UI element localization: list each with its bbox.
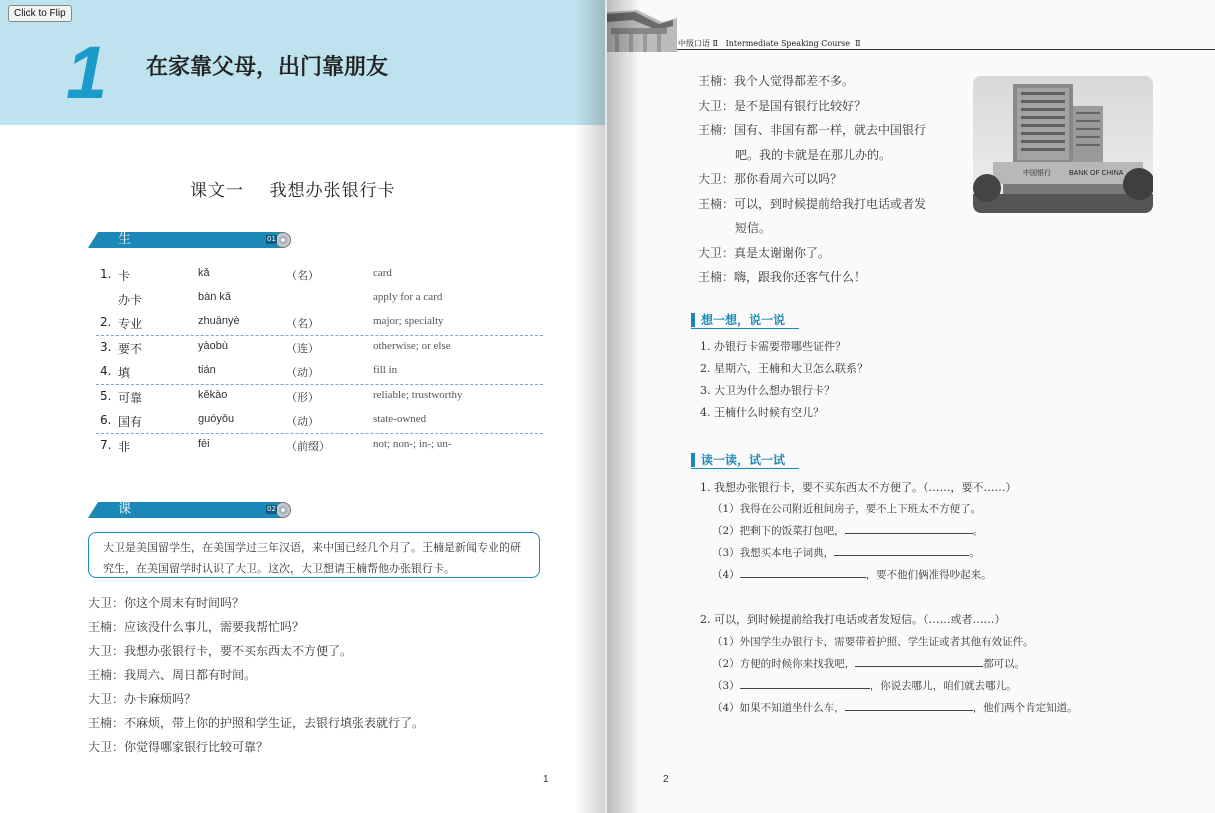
exercise-item-ending: ，你说去哪儿，咱们就去哪儿。 (869, 680, 1017, 692)
vocab-number: 2. (100, 315, 112, 329)
dialogue-right (698, 72, 968, 293)
speaker-name: 王楠： (88, 668, 125, 682)
vocab-pinyin: kěkào (198, 389, 228, 401)
vocab-list (96, 263, 543, 458)
vocab-english: major; specialty (373, 315, 444, 327)
fill-in-blank[interactable] (845, 700, 973, 711)
exercise-item-text: （1）外国学生办银行卡，需要带着护照、学生证或者其他有效证件。 (712, 636, 1034, 648)
exercise-item (712, 634, 1034, 649)
dialogue-text: 我想办张银行卡，要不买东西太不方便了。 (124, 644, 353, 658)
exercise-item-text: （2）方便的时候你来找我吧， (712, 658, 856, 670)
audio-track-number: 02 (267, 505, 276, 513)
vocab-pinyin: zhuānyè (198, 315, 240, 327)
speaker-name: 王楠： (698, 123, 735, 137)
dialogue-text: 短信。 (735, 221, 772, 235)
dialogue-line (698, 244, 968, 269)
vocab-hanzi: 可靠 (118, 391, 143, 405)
vocab-hanzi: 填 (118, 366, 131, 380)
text-section-label: 课文 (118, 502, 138, 533)
vocab-english: fill in (373, 364, 398, 376)
speaker-name: 王楠： (698, 270, 735, 284)
chapter-title: 在家靠父母，出门靠朋友 (146, 55, 389, 80)
fill-in-blank[interactable] (855, 656, 983, 667)
lesson-intro-box: 大卫是美国留学生，在美国学过三年汉语，来中国已经几个月了。王楠是新闻专业的研究生，在美国留学时认识了大卫。这次，大卫想请王楠帮他办张银行卡。 (88, 532, 540, 578)
speaker-name: 王楠： (698, 74, 735, 88)
discussion-question: 2. 星期六，王楠和大卫怎么联系？ (700, 362, 868, 375)
vocab-number: 6. (100, 413, 112, 427)
dialogue-line (698, 219, 968, 244)
dialogue-text: 吧。我的卡就是在那儿办的。 (735, 147, 892, 162)
vocab-section-label: 生词 (118, 232, 138, 263)
exercise-item (712, 678, 1017, 693)
exercise-item-text: （4）如果不知道坐什么车， (712, 702, 845, 714)
dialogue-text: 那你看周六可以吗？ (734, 172, 843, 186)
vocab-pinyin: fēi (198, 438, 210, 450)
dialogue-text: 办卡麻烦吗？ (124, 692, 197, 706)
speaker-name: 大卫： (88, 644, 125, 658)
think-question-list (700, 339, 868, 427)
speaker-name: 大卫： (88, 740, 125, 754)
vocab-row (96, 311, 543, 336)
vocab-part-of-speech: （连） (286, 342, 319, 355)
vocab-english: card (373, 267, 392, 279)
vocab-part-of-speech: （名） (286, 269, 319, 282)
dialogue-line (698, 97, 968, 122)
dialogue-text: 不麻烦，带上你的护照和学生证，去银行填张表就行了。 (124, 716, 425, 730)
vocab-english: not; non-; in-; un- (373, 438, 452, 450)
exercise-item-text: （3）我想买本电子词典， (712, 547, 835, 559)
header-rule (677, 49, 1215, 50)
dialogue-left (88, 594, 588, 762)
audio-track-number: 01 (267, 235, 276, 243)
think-section-title: 想一想，说一说 (701, 313, 786, 327)
vocab-number: 7. (100, 438, 112, 452)
flip-button[interactable]: Click to Flip (8, 5, 72, 22)
dialogue-line (88, 594, 588, 618)
exercise-1-prompt: 1. 我想办张银行卡，要不买东西太不方便了。（……，要不……） (700, 481, 1017, 494)
spine-shadow (575, 0, 605, 813)
fill-in-blank[interactable] (740, 678, 870, 689)
dialogue-line (88, 618, 588, 642)
fill-in-blank[interactable] (834, 545, 969, 556)
dialogue-text: 国有、非国有都一样，就去中国银行 (734, 123, 927, 137)
dialogue-line (88, 666, 588, 690)
exercise-item-text: （3） (712, 680, 740, 692)
exercise-item (712, 700, 1078, 715)
dialogue-text: 我周六、周日都有时间。 (124, 668, 257, 682)
vocab-row (96, 409, 543, 434)
dialogue-text: 可以，到时候提前给我打电话或者发 (734, 196, 927, 211)
dialogue-text: 我个人觉得都差不多。 (734, 74, 855, 88)
vocab-row (96, 336, 543, 360)
vocab-pinyin: bàn kǎ (198, 291, 232, 303)
vocab-number: 1. (100, 267, 112, 281)
dialogue-line (698, 170, 968, 195)
vocab-part-of-speech: （形） (286, 391, 319, 404)
exercise-2-prompt: 2. 可以，到时候提前给我打电话或者发短信。（……或者……） (700, 613, 1006, 626)
dialogue-text: 应该没什么事儿，需要我帮忙吗？ (124, 620, 305, 634)
dialogue-line (698, 146, 968, 171)
dialogue-text: 你这个周末有时间吗？ (124, 596, 245, 610)
dialogue-line (698, 121, 968, 146)
exercise-item (712, 523, 983, 538)
running-header: 中级口语 Ⅱ Intermediate Speaking Course Ⅱ (678, 39, 861, 48)
vocab-hanzi: 卡 (118, 269, 131, 283)
dialogue-line (88, 714, 588, 738)
bank-sign-english: BANK OF CHINA (1069, 170, 1124, 177)
speaker-name: 王楠： (88, 620, 125, 634)
vocab-row (96, 434, 543, 458)
vocab-number: 4. (100, 364, 112, 378)
vocab-pinyin: tián (198, 364, 216, 376)
exercise-item-ending: 。 (969, 547, 980, 559)
audio-disc-icon[interactable] (275, 232, 291, 248)
vocab-part-of-speech: （名） (286, 317, 319, 330)
vocab-hanzi: 国有 (118, 415, 143, 429)
discussion-question: 3. 大卫为什么想办银行卡？ (700, 384, 835, 397)
vocab-row (96, 263, 543, 287)
discussion-question: 1. 办银行卡需要带哪些证件？ (700, 340, 846, 353)
dialogue-line (698, 195, 968, 220)
bank-of-china-photo (973, 76, 1153, 213)
dialogue-line (88, 690, 588, 714)
speaker-name: 王楠： (88, 716, 125, 730)
dialogue-line (698, 268, 968, 293)
dialogue-text: 真是太谢谢你了。 (734, 245, 831, 260)
dialogue-text: 是不是国有银行比较好？ (734, 98, 867, 113)
vocab-hanzi: 非 (118, 440, 131, 454)
vocab-pinyin: guóyǒu (198, 413, 235, 425)
vocab-pinyin: kǎ (198, 267, 210, 279)
vocab-english: apply for a card (373, 291, 443, 303)
speaker-name: 王楠： (698, 196, 735, 211)
exercise-item-ending: 。 (972, 525, 984, 537)
speaker-name: 大卫： (698, 245, 735, 260)
speaker-name: 大卫： (698, 98, 735, 113)
exercise-item-text: （1）我得在公司附近租间房子，要不上下班太不方便了。 (712, 503, 982, 515)
dialogue-text: 嗨，跟我你还客气什么！ (734, 270, 867, 284)
vocab-part-of-speech: （动） (286, 415, 319, 428)
read-section-title: 读一读，试一试 (701, 453, 786, 467)
vocab-hanzi: 专业 (118, 317, 143, 331)
exercise-item (712, 567, 992, 582)
vocab-english: reliable; trustworthy (373, 389, 463, 401)
exercise-item-ending: ，他们两个肯定知道。 (972, 702, 1078, 714)
vocab-part-of-speech: （前缀） (286, 440, 330, 453)
exercise-item-text: （4） (712, 569, 740, 581)
vocab-number: 3. (100, 340, 112, 354)
vocab-row (96, 385, 543, 409)
dialogue-line (88, 642, 588, 666)
exercise-item-text: （2）把剩下的饭菜打包吧， (712, 525, 845, 537)
vocab-hanzi: 要不 (118, 342, 143, 356)
left-page (0, 0, 605, 813)
page-number-left: 1 (543, 774, 549, 785)
bank-sign-chinese: 中国银行 (1023, 169, 1051, 177)
dialogue-line (88, 738, 588, 762)
exercise-item (712, 501, 981, 516)
audio-disc-icon[interactable] (275, 502, 291, 518)
speaker-name: 大卫： (88, 596, 125, 610)
vocab-part-of-speech: （动） (286, 366, 319, 379)
fill-in-blank[interactable] (740, 567, 866, 578)
vocab-row (96, 360, 543, 385)
vocab-row (96, 287, 543, 311)
dialogue-line (698, 72, 968, 97)
vocab-pinyin: yàobù (198, 340, 228, 352)
exercise-item (712, 656, 1025, 671)
exercise-item-ending: ，要不他们俩准得吵起来。 (865, 569, 992, 581)
speaker-name: 大卫： (698, 172, 735, 186)
spine-shadow (607, 0, 641, 813)
exercise-item (712, 545, 980, 560)
speaker-name: 大卫： (88, 692, 125, 706)
fill-in-blank[interactable] (845, 523, 973, 534)
vocab-english: otherwise; or else (373, 340, 451, 352)
dialogue-text: 你觉得哪家银行比较可靠？ (124, 740, 269, 754)
discussion-question: 4. 王楠什么时候有空儿？ (700, 406, 824, 419)
vocab-english: state-owned (373, 413, 427, 425)
page-number-right: 2 (663, 774, 669, 785)
vocab-hanzi: 办卡 (118, 293, 143, 307)
exercise-item-ending: 都可以。 (983, 658, 1026, 670)
chapter-number: 1 (66, 31, 108, 114)
vocab-number: 5. (100, 389, 112, 403)
lesson-title: 课文一 我想办张银行卡 (190, 181, 396, 201)
